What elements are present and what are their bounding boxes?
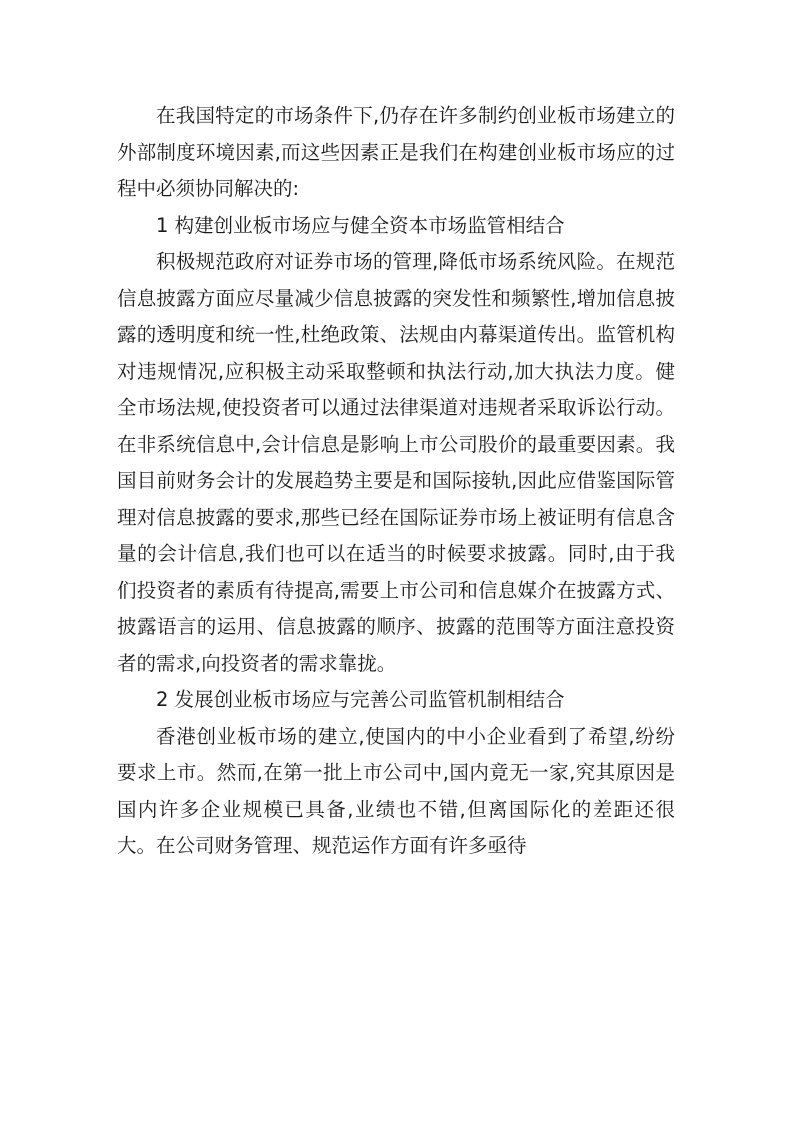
intro-paragraph: 在我国特定的市场条件下,仍存在许多制约创业板市场建立的外部制度环境因素,而这些因素正是我们在构建创业板市场应的过程中必须协同解决的:	[117, 104, 675, 200]
section-heading-2: 2 发展创业板市场应与完善公司监管机制相结合	[156, 688, 565, 711]
body-paragraph-1: 积极规范政府对证券市场的管理,降低市场系统风险。在规范信息披露方面应尽量减少信息披露的突发性和频繁性,增加信息披露的透明度和统一性,杜绝政策、法规由内幕渠道传出。监管机构对违规情况,应积极主动采取整顿和执法行动,加大执法力度。健全市场法规,使投资者可以通过法律渠道对违规者采取诉讼行动。在非系统信息中,会计信息是影响上市公司股价的最重要因素。我国目前财务会计的发展趋势主要是和国际接轨,因此应借鉴国际管理对信息披露的要求,那些已经在国际证券市场上被证明有信息含量的会计信息,我们也可以在适当的时候要求披露。同时,由于我们投资者的素质有待提高,需要上市公司和信息媒介在披露方式、披露语言的运用、信息披露的顺序、披露的范围等方面注意投资者的需求,向投资者的需求靠拢。	[117, 250, 675, 675]
section-heading-1: 1 构建创业板市场应与健全资本市场监管相结合	[156, 213, 565, 237]
body-paragraph-2: 香港创业板市场的建立,使国内的中小企业看到了希望,纷纷要求上市。然而,在第一批上市公司中,国内竟无一家,究其原因是国内许多企业规模已具备,业绩也不错,但离国际化的差距还很大。在公司财务管理、规范运作方面有许多亟待	[117, 724, 675, 857]
document-body	[117, 98, 675, 865]
